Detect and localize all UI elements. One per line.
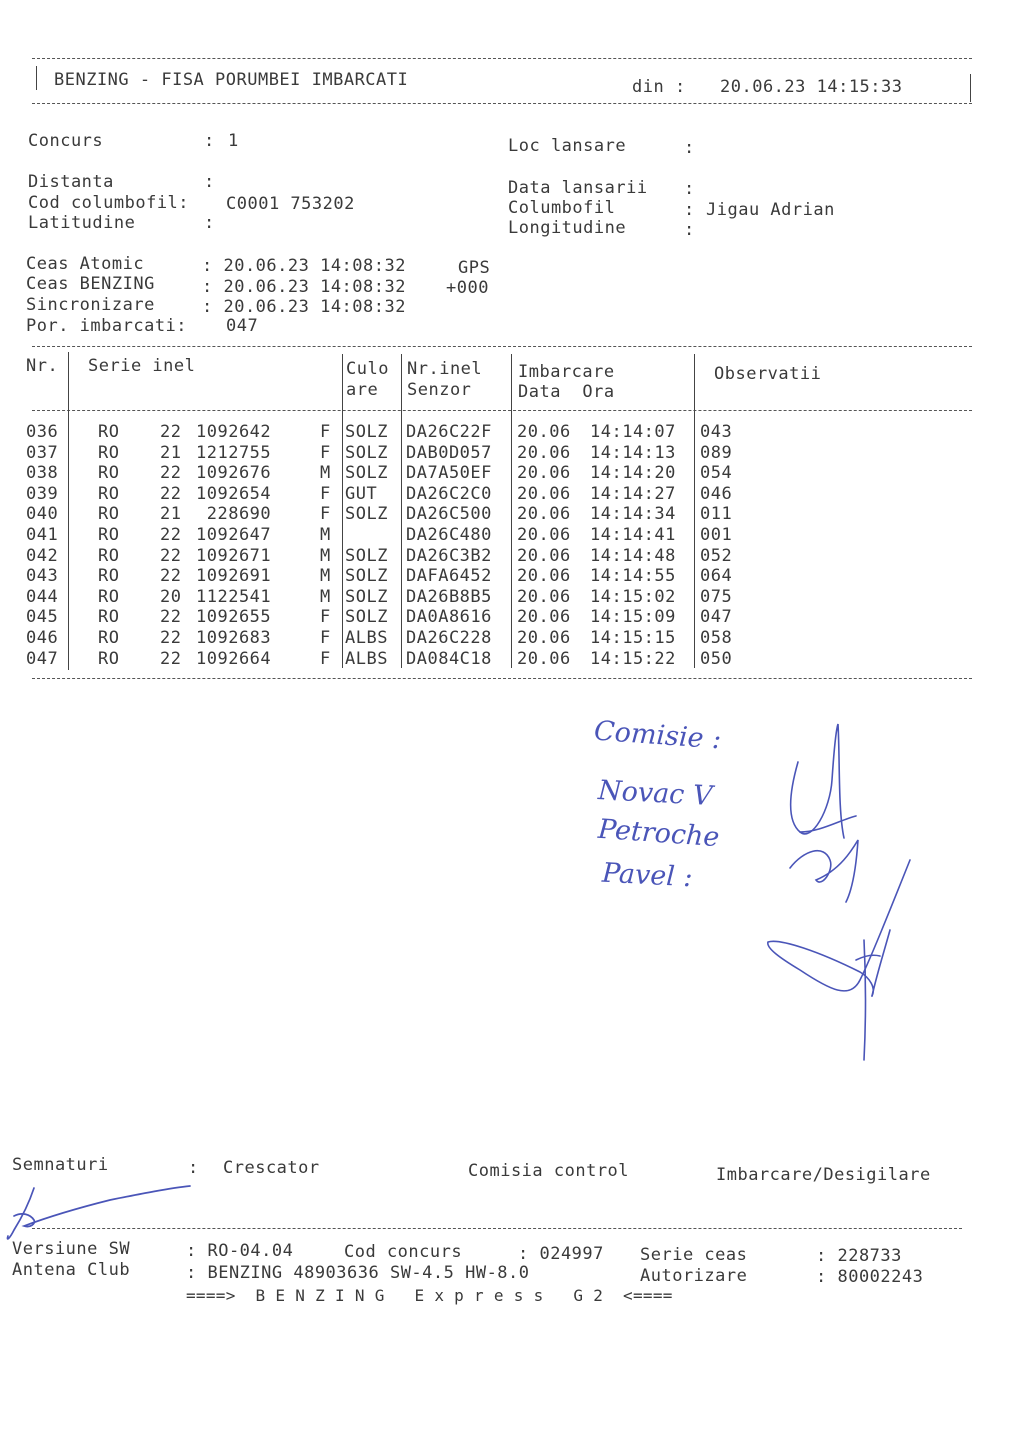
cell-sex: M bbox=[320, 546, 331, 566]
cell-tara: RO bbox=[98, 443, 120, 463]
loc-lansare-sep: : bbox=[684, 138, 695, 158]
benzing-banner: ====> B E N Z I N G E x p r e s s G 2 <==== bbox=[186, 1286, 673, 1305]
cell-culoare: SOLZ bbox=[345, 546, 388, 566]
autorizare-label: Autorizare bbox=[640, 1266, 748, 1286]
header-culoare-2: are bbox=[346, 380, 379, 400]
cell-senzor: DA26C500 bbox=[406, 504, 492, 524]
cell-senzor: DA26C480 bbox=[406, 525, 492, 545]
cell-inel: 1092655 bbox=[196, 607, 272, 627]
cell-data: 20.06 bbox=[517, 484, 571, 504]
col-divider-culoare bbox=[342, 354, 343, 668]
cod-concurs-value: : 024997 bbox=[518, 1244, 604, 1264]
antena-label: Antena Club bbox=[12, 1260, 131, 1280]
table-header-border bbox=[32, 410, 972, 411]
cell-an: 22 bbox=[160, 628, 182, 648]
cell-sex: M bbox=[320, 463, 331, 483]
cell-sex: F bbox=[320, 628, 331, 648]
cell-ora: 14:14:20 bbox=[590, 463, 676, 483]
cell-tara: RO bbox=[98, 649, 120, 669]
cell-nr: 036 bbox=[26, 422, 59, 442]
cell-inel: 1212755 bbox=[196, 443, 272, 463]
cell-inel: 1092654 bbox=[196, 484, 272, 504]
porumbei-imbarcati-label: Por. imbarcati: bbox=[26, 316, 188, 336]
cell-ora: 14:15:02 bbox=[590, 587, 676, 607]
cell-observatii: 011 bbox=[700, 504, 733, 524]
col-divider-imbarcare bbox=[511, 354, 512, 668]
commission-signature bbox=[760, 720, 930, 1070]
data-lansarii-label: Data lansarii bbox=[508, 178, 648, 198]
cell-tara: RO bbox=[98, 628, 120, 648]
cell-inel: 1092683 bbox=[196, 628, 272, 648]
semnaturi-sep: : bbox=[188, 1158, 199, 1178]
cell-sex: F bbox=[320, 443, 331, 463]
cell-observatii: 047 bbox=[700, 607, 733, 627]
cell-inel: 1092647 bbox=[196, 525, 272, 545]
cell-sex: F bbox=[320, 484, 331, 504]
cell-inel: 1092676 bbox=[196, 463, 272, 483]
cell-sex: F bbox=[320, 649, 331, 669]
cell-senzor: DA26B8B5 bbox=[406, 587, 492, 607]
cell-senzor: DA7A50EF bbox=[406, 463, 492, 483]
cell-culoare: SOLZ bbox=[345, 443, 388, 463]
cell-an: 22 bbox=[160, 484, 182, 504]
cell-nr: 046 bbox=[26, 628, 59, 648]
cell-nr: 045 bbox=[26, 607, 59, 627]
handwritten-novac: Novac V bbox=[597, 775, 714, 812]
cell-nr: 042 bbox=[26, 546, 59, 566]
handwritten-petroche: Petroche bbox=[597, 813, 721, 854]
cell-ora: 14:15:22 bbox=[590, 649, 676, 669]
antena-value: : BENZING 48903636 SW-4.5 HW-8.0 bbox=[186, 1263, 530, 1283]
cell-nr: 044 bbox=[26, 587, 59, 607]
header-top-border bbox=[32, 58, 972, 59]
comisia-control-label: Comisia control bbox=[468, 1161, 630, 1181]
cell-observatii: 001 bbox=[700, 525, 733, 545]
ceas-benzing-value: : 20.06.23 14:08:32 bbox=[202, 277, 406, 297]
header-bottom-border bbox=[32, 103, 972, 104]
cell-sex: M bbox=[320, 587, 331, 607]
cell-nr: 039 bbox=[26, 484, 59, 504]
cell-observatii: 058 bbox=[700, 628, 733, 648]
cell-nr: 037 bbox=[26, 443, 59, 463]
cell-an: 22 bbox=[160, 566, 182, 586]
data-lansarii-sep: : bbox=[684, 179, 695, 199]
cell-culoare: GUT bbox=[345, 484, 378, 504]
sincronizare-label: Sincronizare bbox=[26, 295, 155, 315]
cell-culoare: SOLZ bbox=[345, 422, 388, 442]
cod-concurs-label: Cod concurs bbox=[344, 1242, 463, 1262]
cell-an: 22 bbox=[160, 607, 182, 627]
cell-data: 20.06 bbox=[517, 628, 571, 648]
imbarcare-desigilare-label: Imbarcare/Desigilare bbox=[716, 1165, 931, 1185]
cell-tara: RO bbox=[98, 607, 120, 627]
cell-senzor: DA26C3B2 bbox=[406, 546, 492, 566]
versiune-label: Versiune SW bbox=[12, 1239, 131, 1259]
cell-senzor: DA26C2C0 bbox=[406, 484, 492, 504]
crescator-label: Crescator bbox=[223, 1158, 320, 1178]
distanta-sep: : bbox=[204, 172, 215, 192]
col-divider-nr bbox=[68, 352, 69, 670]
concurs-sep: : bbox=[204, 131, 215, 151]
ceas-atomic-value: : 20.06.23 14:08:32 bbox=[202, 256, 406, 276]
cell-inel: 1122541 bbox=[196, 587, 272, 607]
cell-ora: 14:15:09 bbox=[590, 607, 676, 627]
cell-inel: 1092664 bbox=[196, 649, 272, 669]
ceas-atomic-label: Ceas Atomic bbox=[26, 254, 145, 274]
cell-ora: 14:14:07 bbox=[590, 422, 676, 442]
cell-culoare: SOLZ bbox=[345, 566, 388, 586]
ceas-benzing-label: Ceas BENZING bbox=[26, 274, 155, 294]
cell-an: 21 bbox=[160, 504, 182, 524]
cell-ora: 14:14:41 bbox=[590, 525, 676, 545]
latitudine-label: Latitudine bbox=[28, 213, 136, 233]
table-bottom-border bbox=[32, 678, 972, 679]
concurs-label: Concurs bbox=[28, 131, 104, 151]
autorizare-value: : 80002243 bbox=[816, 1267, 924, 1287]
cell-observatii: 043 bbox=[700, 422, 733, 442]
cell-tara: RO bbox=[98, 484, 120, 504]
cell-sex: M bbox=[320, 566, 331, 586]
cell-culoare: SOLZ bbox=[345, 587, 388, 607]
cell-observatii: 064 bbox=[700, 566, 733, 586]
header-imbarcare-2: Data Ora bbox=[518, 382, 615, 402]
cell-tara: RO bbox=[98, 525, 120, 545]
cell-sex: F bbox=[320, 607, 331, 627]
cell-observatii: 075 bbox=[700, 587, 733, 607]
handwritten-pavel: Pavel : bbox=[601, 857, 694, 894]
serie-ceas-label: Serie ceas bbox=[640, 1245, 748, 1265]
cell-data: 20.06 bbox=[517, 422, 571, 442]
cell-senzor: DAB0D057 bbox=[406, 443, 492, 463]
cell-nr: 043 bbox=[26, 566, 59, 586]
longitudine-label: Longitudine bbox=[508, 218, 627, 238]
cell-an: 22 bbox=[160, 422, 182, 442]
date-label: din : bbox=[632, 77, 686, 97]
cell-inel: 1092691 bbox=[196, 566, 272, 586]
cell-nr: 040 bbox=[26, 504, 59, 524]
longitudine-sep: : bbox=[684, 220, 695, 240]
cell-an: 21 bbox=[160, 443, 182, 463]
semnaturi-label: Semnaturi bbox=[12, 1155, 109, 1175]
header-serie: Serie inel bbox=[88, 356, 196, 376]
cell-inel: 228690 bbox=[196, 504, 272, 524]
ceas-atomic-extra: GPS bbox=[458, 258, 491, 278]
cell-an: 22 bbox=[160, 546, 182, 566]
cell-senzor: DA26C22F bbox=[406, 422, 492, 442]
cell-observatii: 054 bbox=[700, 463, 733, 483]
header-culoare-1: Culo bbox=[346, 359, 389, 379]
header-inel-2: Senzor bbox=[407, 380, 472, 400]
cell-culoare: ALBS bbox=[345, 628, 388, 648]
cell-data: 20.06 bbox=[517, 525, 571, 545]
cell-data: 20.06 bbox=[517, 463, 571, 483]
cell-tara: RO bbox=[98, 546, 120, 566]
footer-top-border bbox=[32, 1228, 962, 1229]
cell-inel: 1092671 bbox=[196, 546, 272, 566]
cell-nr: 047 bbox=[26, 649, 59, 669]
distanta-label: Distanta bbox=[28, 172, 114, 192]
loc-lansare-label: Loc lansare bbox=[508, 136, 627, 156]
cell-observatii: 050 bbox=[700, 649, 733, 669]
cell-data: 20.06 bbox=[517, 566, 571, 586]
cell-data: 20.06 bbox=[517, 649, 571, 669]
cell-ora: 14:14:55 bbox=[590, 566, 676, 586]
cell-culoare: ALBS bbox=[345, 649, 388, 669]
cell-an: 22 bbox=[160, 463, 182, 483]
cell-ora: 14:14:48 bbox=[590, 546, 676, 566]
columbofil-label: Columbofil bbox=[508, 198, 616, 218]
cell-culoare: SOLZ bbox=[345, 504, 388, 524]
cell-senzor: DAFA6452 bbox=[406, 566, 492, 586]
cell-an: 22 bbox=[160, 525, 182, 545]
columbofil-sep: : bbox=[684, 200, 695, 220]
cell-an: 22 bbox=[160, 649, 182, 669]
columbofil-value: Jigau Adrian bbox=[706, 200, 835, 220]
cod-columbofil-value: C0001 753202 bbox=[226, 194, 355, 214]
header-left-border bbox=[36, 66, 37, 90]
versiune-value: : RO-04.04 bbox=[186, 1241, 294, 1261]
cell-sex: F bbox=[320, 504, 331, 524]
cell-culoare: SOLZ bbox=[345, 463, 388, 483]
cell-an: 20 bbox=[160, 587, 182, 607]
cell-data: 20.06 bbox=[517, 607, 571, 627]
header-inel-1: Nr.inel bbox=[407, 359, 483, 379]
header-right-border bbox=[970, 74, 971, 102]
handwritten-comisie: Comisie : bbox=[593, 715, 723, 756]
cell-tara: RO bbox=[98, 463, 120, 483]
cell-nr: 041 bbox=[26, 525, 59, 545]
header-nr: Nr. bbox=[26, 356, 59, 376]
header-imbarcare-1: Imbarcare bbox=[518, 362, 615, 382]
cell-senzor: DA26C228 bbox=[406, 628, 492, 648]
cell-senzor: DA0A8616 bbox=[406, 607, 492, 627]
cod-columbofil-label: Cod columbofil: bbox=[28, 193, 190, 213]
cell-sex: F bbox=[320, 422, 331, 442]
cell-nr: 038 bbox=[26, 463, 59, 483]
cell-data: 20.06 bbox=[517, 443, 571, 463]
cell-tara: RO bbox=[98, 422, 120, 442]
sincronizare-value: : 20.06.23 14:08:32 bbox=[202, 297, 406, 317]
cell-ora: 14:14:27 bbox=[590, 484, 676, 504]
header-observatii: Observatii bbox=[714, 364, 822, 384]
cell-ora: 14:14:13 bbox=[590, 443, 676, 463]
latitudine-sep: : bbox=[204, 213, 215, 233]
porumbei-imbarcati-value: 047 bbox=[226, 316, 259, 336]
cell-data: 20.06 bbox=[517, 504, 571, 524]
document-title: BENZING - FISA PORUMBEI IMBARCATI bbox=[54, 70, 409, 90]
cell-data: 20.06 bbox=[517, 546, 571, 566]
cell-data: 20.06 bbox=[517, 587, 571, 607]
print-date: 20.06.23 14:15:33 bbox=[720, 77, 903, 97]
cell-observatii: 046 bbox=[700, 484, 733, 504]
table-top-border bbox=[32, 346, 972, 347]
cell-inel: 1092642 bbox=[196, 422, 272, 442]
cell-observatii: 052 bbox=[700, 546, 733, 566]
cell-tara: RO bbox=[98, 587, 120, 607]
cell-senzor: DA084C18 bbox=[406, 649, 492, 669]
cell-ora: 14:14:34 bbox=[590, 504, 676, 524]
cell-tara: RO bbox=[98, 504, 120, 524]
cell-tara: RO bbox=[98, 566, 120, 586]
col-divider-senzor bbox=[401, 354, 402, 668]
cell-culoare: SOLZ bbox=[345, 607, 388, 627]
ceas-benzing-extra: +000 bbox=[446, 278, 489, 298]
cell-observatii: 089 bbox=[700, 443, 733, 463]
concurs-value: 1 bbox=[228, 131, 239, 151]
cell-sex: M bbox=[320, 525, 331, 545]
serie-ceas-value: : 228733 bbox=[816, 1246, 902, 1266]
cell-ora: 14:15:15 bbox=[590, 628, 676, 648]
col-divider-observatii bbox=[694, 354, 695, 668]
